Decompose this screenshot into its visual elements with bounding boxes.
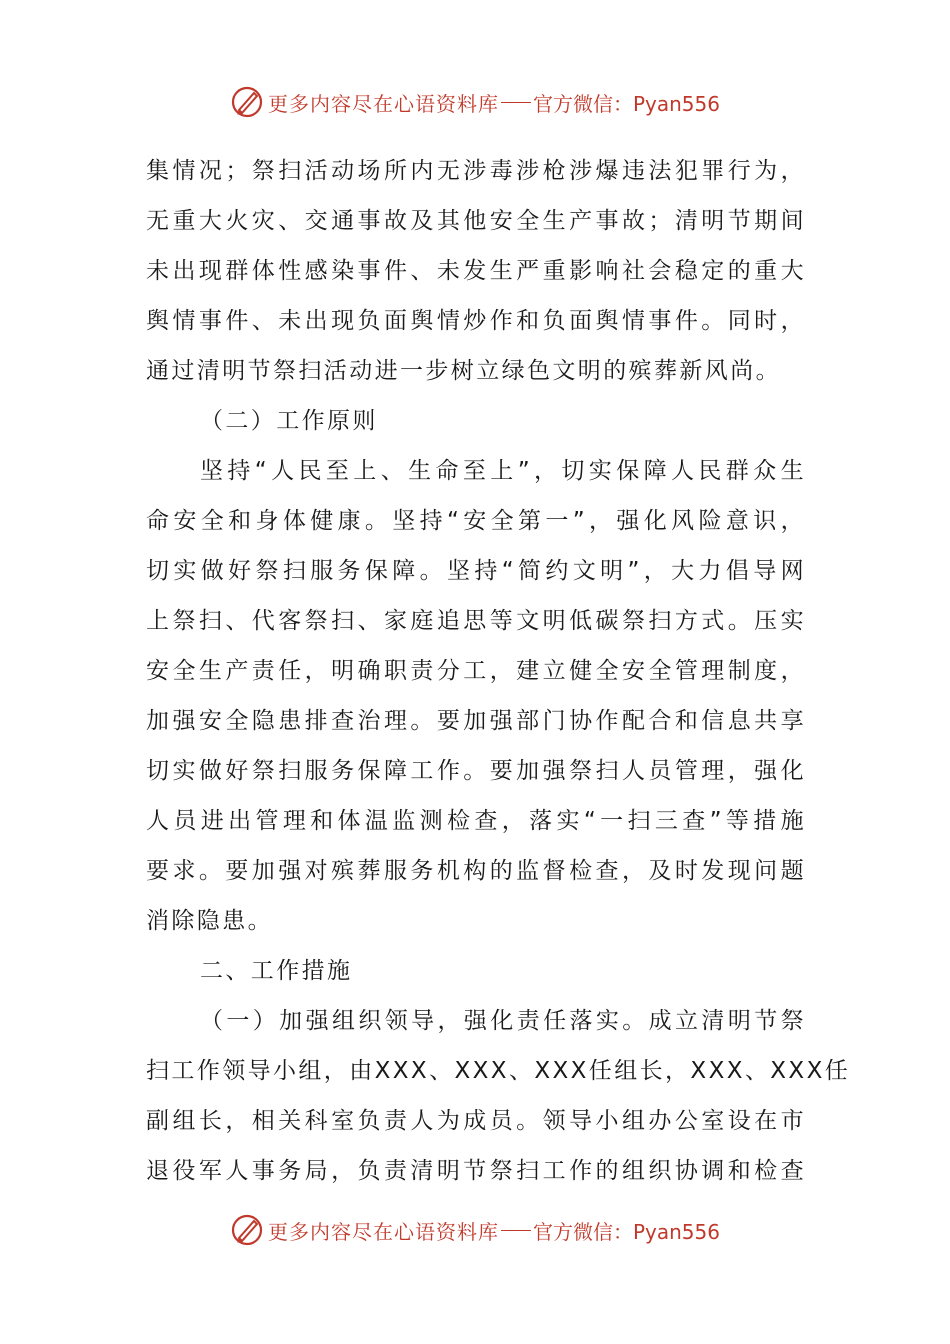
banner-dash xyxy=(501,1230,531,1231)
body-line: 消除隐患。 xyxy=(146,908,273,934)
body-line: 要求。要加强对殡葬服务机构的监督检查，及时发现问题 xyxy=(146,858,806,884)
banner-dash xyxy=(501,102,531,103)
banner-text: 更多内容尽在心语资料库 xyxy=(267,1219,499,1244)
body-line: 退役军人事务局，负责清明节祭扫工作的组织协调和检查 xyxy=(146,1158,806,1184)
body-line: 人员进出管理和体温监测检查，落实“一扫三查”等措施 xyxy=(146,808,806,834)
body-line: 集情况；祭扫活动场所内无涉毒涉枪涉爆违法犯罪行为， xyxy=(146,158,806,184)
body-line: 加强安全隐患排查治理。要加强部门协作配合和信息共享 xyxy=(146,708,806,734)
pen-logo-icon xyxy=(230,1213,264,1247)
body-line: 上祭扫、代客祭扫、家庭追思等文明低碳祭扫方式。压实 xyxy=(146,608,806,634)
body-line: 命安全和身体健康。坚持“安全第一”，强化风险意识， xyxy=(146,508,806,534)
document-body xyxy=(146,146,851,1196)
body-line: 切实做好祭扫服务保障。坚持“简约文明”，大力倡导网 xyxy=(146,558,806,584)
footer-watermark-banner xyxy=(0,1210,950,1250)
body-line: 通过清明节祭扫活动进一步树立绿色文明的殡葬新风尚。 xyxy=(146,358,781,384)
banner-wechat: 官方微信：Pyan556 xyxy=(532,91,720,116)
section-heading: 二、工作措施 xyxy=(200,958,353,984)
body-line: 安全生产责任，明确职责分工，建立健全安全管理制度， xyxy=(146,658,806,684)
body-line: 舆情事件、未出现负面舆情炒作和负面舆情事件。同时， xyxy=(146,308,806,334)
body-line: 未出现群体性感染事件、未发生严重影响社会稳定的重大 xyxy=(146,258,806,284)
body-line: 副组长，相关科室负责人为成员。领导小组办公室设在市 xyxy=(146,1108,806,1134)
body-line: （一）加强组织领导，强化责任落实。成立清明节祭 xyxy=(200,1008,806,1034)
header-watermark-banner xyxy=(0,82,950,122)
banner-wechat: 官方微信：Pyan556 xyxy=(532,1219,720,1244)
body-line: 扫工作领导小组，由XXX、XXX、XXX任组长，XXX、XXX任 xyxy=(146,1058,851,1084)
body-line: 切实做好祭扫服务保障工作。要加强祭扫人员管理，强化 xyxy=(146,758,806,784)
section-heading: （二）工作原则 xyxy=(200,408,378,434)
banner-text: 更多内容尽在心语资料库 xyxy=(267,91,499,116)
body-line: 坚持“人民至上、生命至上”，切实保障人民群众生 xyxy=(200,458,806,484)
pen-logo-icon xyxy=(230,85,264,119)
body-line: 无重大火灾、交通事故及其他安全生产事故；清明节期间 xyxy=(146,208,806,234)
